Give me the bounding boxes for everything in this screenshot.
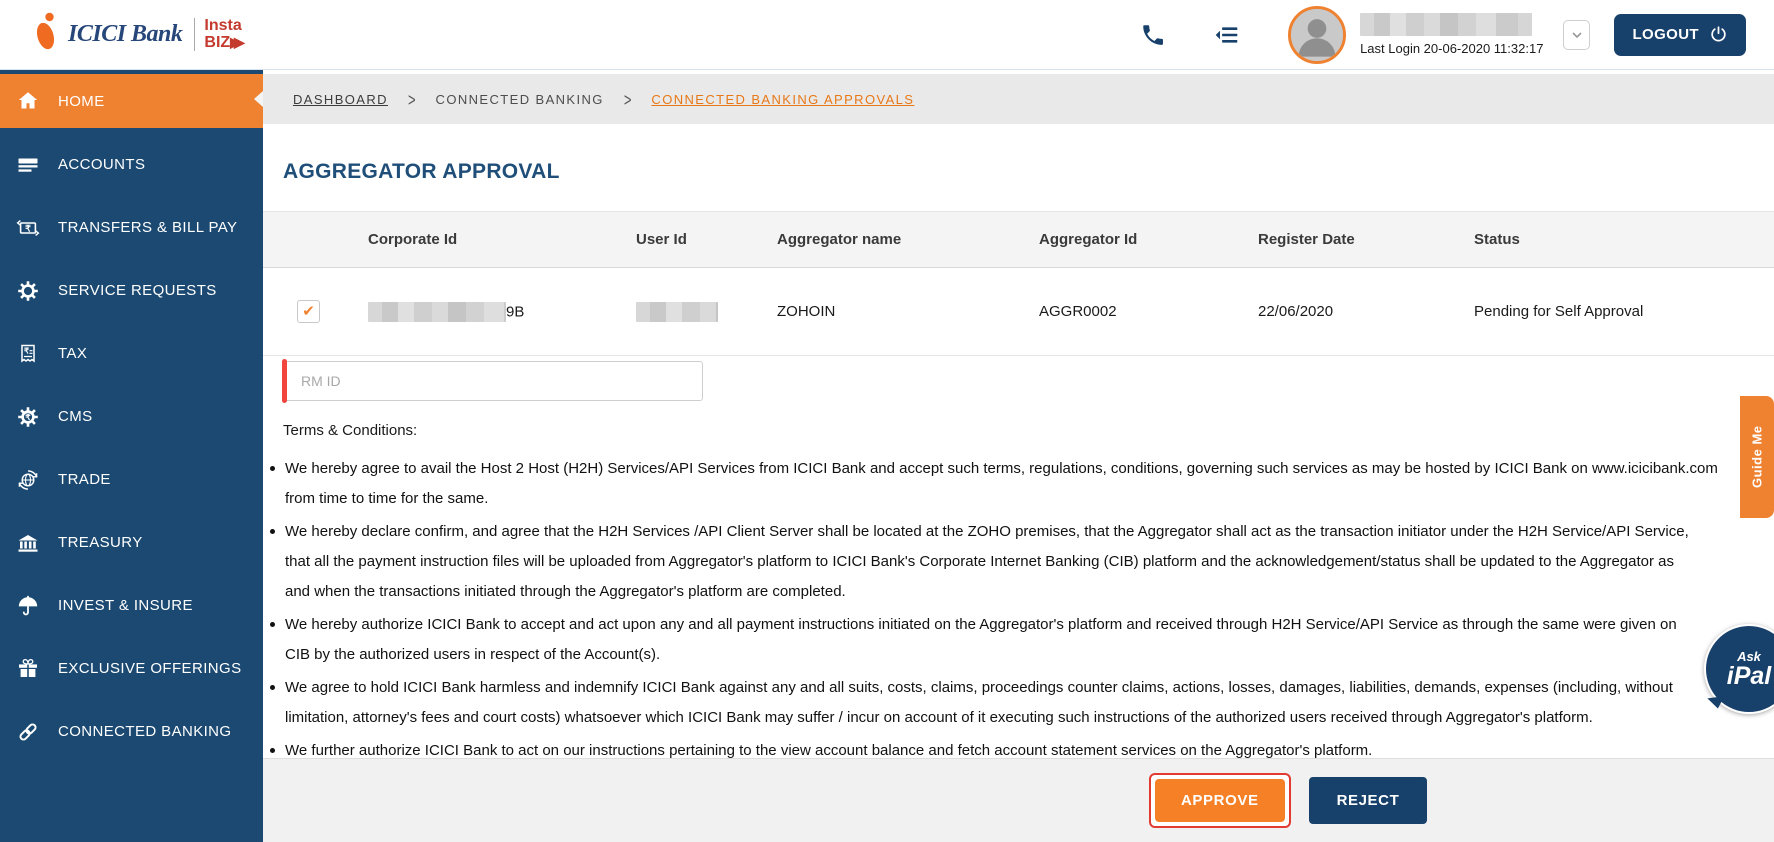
sidebar-item-transfers-bill-pay[interactable]: ₹ TRANSFERS & BILL PAY xyxy=(0,196,263,259)
cell-user-id xyxy=(636,268,777,356)
approve-button-highlight xyxy=(1149,773,1291,828)
home-icon xyxy=(14,89,41,113)
cell-status: Pending for Self Approval xyxy=(1474,268,1774,356)
terms-list xyxy=(267,454,1774,758)
cell-register-date: 22/06/2020 xyxy=(1258,268,1474,356)
breadcrumb xyxy=(263,74,1774,124)
phone-icon[interactable] xyxy=(1140,22,1166,48)
tax-receipt-icon xyxy=(14,342,41,366)
sidebar-item-exclusive-offerings[interactable]: EXCLUSIVE OFFERINGS xyxy=(0,637,263,700)
terms-bullet: We hereby declare confirm, and agree that the H2H Services /API Client Server shall be located at the ZOHO premises, that the Aggregator shall act as the transaction initiator under the H2H Service/API Service, that all the payment instruction files will be uploaded from Aggregator's platform to ICICI Bank's Corporate Internet Banking (CIB) platform and the acknowledgement/status shall be updated to the Aggregator as and when the transactions initiated through the Aggregator's platform are completed. xyxy=(267,517,1774,607)
corporate-id-redacted xyxy=(368,302,506,322)
logout-button[interactable]: LOGOUT xyxy=(1614,14,1746,56)
sidebar-item-home[interactable]: HOME xyxy=(0,74,263,128)
column-header-aggregator-name: Aggregator name xyxy=(777,212,1039,268)
approve-button[interactable]: APPROVE xyxy=(1155,779,1285,822)
transfers-icon xyxy=(14,216,41,240)
column-header-user-id: User Id xyxy=(636,212,777,268)
svg-text:₹: ₹ xyxy=(24,411,31,422)
column-header-corporate-id: Corporate Id xyxy=(368,212,636,268)
menu-outdent-icon[interactable] xyxy=(1214,22,1240,48)
cell-aggregator-id: AGGR0002 xyxy=(1039,268,1258,356)
svg-text:₹: ₹ xyxy=(24,222,31,233)
page-content xyxy=(263,124,1774,758)
chain-link-icon xyxy=(14,720,41,744)
sidebar-item-treasury[interactable]: TREASURY xyxy=(0,511,263,574)
table-header-row xyxy=(263,212,1774,268)
topbar-right-cluster xyxy=(1140,6,1746,64)
terms-bullet: We hereby agree to avail the Host 2 Host (H2H) Services/API Services from ICICI Bank and accept such terms, regulations, conditions, governing such services as may be hosted by ICICI Bank on www.icicibank.com from time to time for the same. xyxy=(267,454,1774,514)
chevron-down-icon xyxy=(1569,27,1585,43)
breadcrumb-separator-icon: > xyxy=(407,88,416,110)
breadcrumb-connected-banking[interactable]: CONNECTED BANKING xyxy=(435,91,604,107)
main-frame xyxy=(0,70,1774,842)
breadcrumb-separator-icon: > xyxy=(623,88,632,110)
gift-icon xyxy=(14,657,41,681)
umbrella-icon xyxy=(14,594,41,618)
terms-bullet: We further authorize ICICI Bank to act on our instructions pertaining to the view account balance and fetch account statement services on the Aggregator's platform. xyxy=(267,736,1774,758)
globe-arrows-icon xyxy=(14,468,41,492)
checkmark-icon: ✔ xyxy=(302,303,315,320)
user-name-redacted xyxy=(1360,13,1532,36)
page-title: AGGREGATOR APPROVAL xyxy=(283,160,560,183)
sidebar-item-trade[interactable]: TRADE xyxy=(0,448,263,511)
cell-corporate-id: 9B xyxy=(368,268,636,356)
sidebar-item-tax[interactable]: ₹ TAX xyxy=(0,322,263,385)
sidebar-item-service-requests[interactable]: SERVICE REQUESTS xyxy=(0,259,263,322)
user-id-redacted xyxy=(636,302,718,322)
bank-building-icon xyxy=(14,531,41,555)
sidebar-item-connected-banking[interactable]: CONNECTED BANKING xyxy=(0,700,263,763)
rm-id-field-wrap xyxy=(283,361,703,401)
row-checkbox[interactable] xyxy=(297,300,320,323)
reject-button[interactable]: REJECT xyxy=(1309,777,1428,824)
icici-i-logo-icon xyxy=(34,11,58,58)
approvals-table xyxy=(263,211,1774,356)
icici-instabiz-logo xyxy=(34,11,242,58)
action-footer xyxy=(263,758,1774,842)
instabiz-arrow-icon: ▶▶ xyxy=(230,34,238,50)
sidebar-item-accounts[interactable]: ACCOUNTS xyxy=(0,133,263,196)
cell-aggregator-name: ZOHOIN xyxy=(777,268,1039,356)
instabiz-wordmark: Insta BIZ▶▶ xyxy=(194,18,241,51)
profile-dropdown-button[interactable] xyxy=(1563,20,1590,50)
column-header-status: Status xyxy=(1474,212,1774,268)
top-header xyxy=(0,0,1774,70)
rm-id-input[interactable] xyxy=(283,361,703,401)
table-row xyxy=(263,268,1774,356)
brand-wordmark: ICICI Bank xyxy=(68,21,183,47)
sidebar-item-cms[interactable]: ₹ CMS xyxy=(0,385,263,448)
accounts-icon xyxy=(14,153,41,177)
terms-bullet: We hereby authorize ICICI Bank to accept and act upon any and all payment instructions initiated on the Aggregator's platform and received through H2H Service/API Service as through the same were given on CIB by the authorized users in respect of the Account(s). xyxy=(267,610,1774,670)
column-header-register-date: Register Date xyxy=(1258,212,1474,268)
gear-icon xyxy=(14,279,41,303)
power-icon xyxy=(1709,25,1728,44)
main-column xyxy=(263,70,1774,842)
sidebar-item-invest-insure[interactable]: INVEST & INSURE xyxy=(0,574,263,637)
svg-text:₹: ₹ xyxy=(23,346,29,355)
terms-bullet: We agree to hold ICICI Bank harmless and indemnify ICICI Bank against any and all suits, costs, claims, proceedings counter claims, actions, losses, damages, liabilities, demands, expenses (including, without limitation, attorney's fees and court costs) whatsoever which ICICI Bank may suffer / incur on account of it executing such instructions of the authorized users received through Aggregator's platform. xyxy=(267,673,1774,733)
breadcrumb-dashboard[interactable]: DASHBOARD xyxy=(293,91,388,107)
user-avatar[interactable] xyxy=(1288,6,1346,64)
column-header-checkbox xyxy=(263,212,368,268)
terms-heading: Terms & Conditions: xyxy=(283,422,418,439)
ask-ipal-button[interactable]: Ask iPal xyxy=(1704,624,1774,714)
guide-me-tab[interactable]: Guide Me xyxy=(1740,396,1774,518)
sidebar-nav xyxy=(0,70,263,842)
column-header-aggregator-id: Aggregator Id xyxy=(1039,212,1258,268)
gear-rupee-icon xyxy=(14,405,41,429)
last-login-text: Last Login 20-06-2020 11:32:17 xyxy=(1360,41,1544,56)
user-info xyxy=(1360,13,1543,56)
breadcrumb-connected-banking-approvals[interactable]: CONNECTED BANKING APPROVALS xyxy=(651,91,915,107)
